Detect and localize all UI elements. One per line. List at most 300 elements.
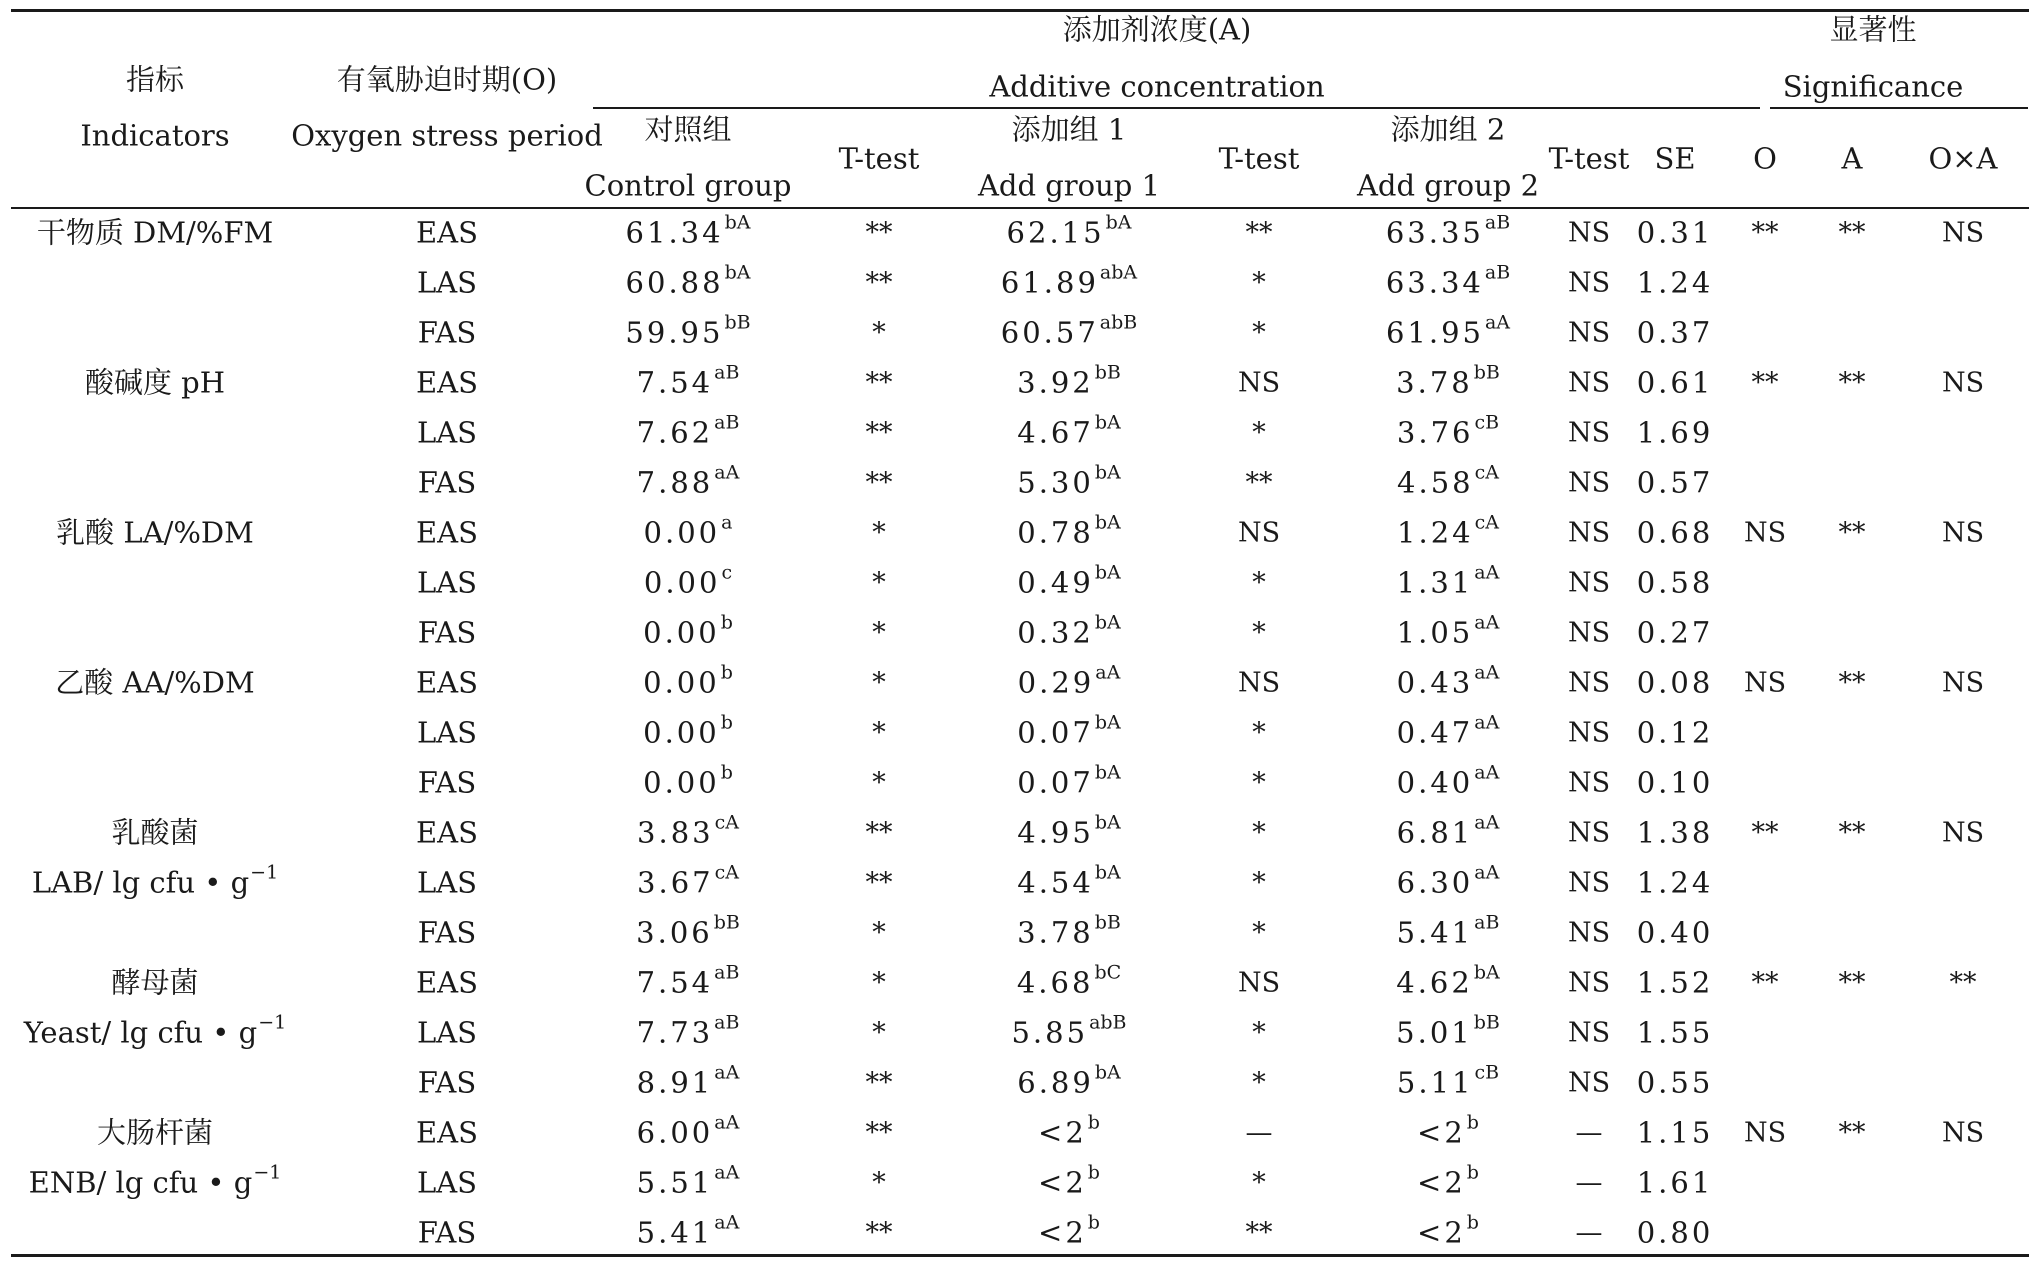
ctrl-value: 0.00 [643,515,721,550]
period-cell: EAS [416,665,478,700]
add2-superscript: aA [1484,311,1511,334]
add2-value: 1.24 [1397,515,1474,550]
value-cell-add1 [1000,311,1138,350]
header-se: SE [1654,141,1696,176]
ctrl-superscript: b [720,611,733,634]
add1-superscript: bA [1105,211,1132,234]
t-test-1-cell: * [872,1167,886,1199]
period-cell: FAS [417,315,477,350]
add2-value: 5.01 [1396,1015,1473,1050]
ctrl-superscript: b [720,761,733,784]
indicator-label: 酵母菌 [111,965,199,1000]
se-cell: 0.27 [1636,615,1714,650]
add2-value: 61.95 [1385,315,1484,350]
value-cell-ctrl [637,861,739,900]
value-cell-add1 [1017,811,1121,850]
t-test-3-cell: NS [1567,767,1611,799]
t-test-2-cell: * [1252,1067,1266,1099]
value-cell-ctrl [636,911,740,950]
ctrl-superscript: aA [714,1211,740,1234]
period-cell: FAS [417,465,477,500]
period-cell: EAS [416,815,478,850]
period-cell: LAS [416,565,478,600]
add1-value: 0.29 [1017,665,1095,700]
add2-superscript: aA [1474,661,1500,684]
add2-value: 63.34 [1385,265,1484,300]
value-cell-add1 [1006,211,1132,250]
ctrl-value: 0.00 [643,715,720,750]
period-cell: LAS [416,265,478,300]
period-cell: EAS [416,515,478,550]
header-ttest-2: T-test [1218,141,1300,176]
t-test-3-cell: NS [1567,517,1611,549]
add1-superscript: bA [1094,711,1121,734]
t-test-1-cell: * [872,767,886,799]
period-cell: LAS [416,1015,478,1050]
se-cell: 0.55 [1636,1065,1714,1100]
ctrl-value: 7.54 [636,965,714,1000]
ctrl-superscript: c [721,561,733,584]
value-cell-add2 [1396,861,1500,900]
top-rule [11,9,2029,12]
add2-value: 0.43 [1396,665,1474,700]
value-cell-add1 [1017,861,1121,900]
value-cell-add2 [1417,1211,1479,1250]
ctrl-superscript: aB [714,1011,740,1034]
t-test-3-cell: NS [1567,817,1611,849]
t-test-1-cell: * [872,617,886,649]
t-test-1-cell: ** [865,417,893,449]
value-cell-ctrl [643,661,733,700]
significance-a-cell: ** [1838,367,1866,399]
add1-superscript: b [1087,1211,1100,1234]
value-cell-ctrl [643,711,733,750]
t-test-1-cell: ** [865,367,893,399]
indicator-label: 大肠杆菌 [96,1115,214,1150]
period-cell: LAS [416,865,478,900]
t-test-1-cell: ** [865,817,893,849]
se-cell: 0.61 [1636,365,1714,400]
t-test-3-cell: NS [1567,267,1611,299]
t-test-1-cell: ** [865,867,893,899]
significance-a-cell: ** [1838,817,1866,849]
se-cell: 1.69 [1636,415,1714,450]
value-cell-ctrl [643,511,733,550]
period-cell: FAS [417,765,477,800]
significance-a-cell: ** [1838,217,1866,249]
se-cell: 1.24 [1636,265,1714,300]
add2-value: 5.11 [1396,1065,1474,1100]
add1-value: 60.57 [1000,315,1099,350]
header-ttest-3: T-test [1548,141,1630,176]
significance-oxa-cell: NS [1941,1117,1985,1149]
ctrl-superscript: aB [714,361,740,384]
se-cell: 0.58 [1636,565,1714,600]
header-add2-en: Add group 2 [1356,168,1540,203]
add2-superscript: aB [1484,261,1511,284]
header-sig-a: A [1841,141,1863,176]
ctrl-superscript: bB [724,311,751,334]
add1-superscript: bB [1094,361,1121,384]
add2-superscript: cB [1474,411,1500,434]
t-test-2-cell: * [1252,1017,1266,1049]
add2-value: 0.47 [1396,715,1474,750]
add1-value: 3.78 [1017,915,1094,950]
ctrl-value: 61.34 [625,215,724,250]
value-cell-ctrl [637,811,739,850]
value-cell-ctrl [636,1111,740,1150]
se-cell: 0.12 [1636,715,1714,750]
t-test-3-cell: NS [1567,417,1611,449]
ctrl-superscript: bA [724,261,751,284]
header-significance-en: Significance [1782,69,1964,104]
value-cell-add1 [1017,361,1121,400]
ctrl-value: 0.00 [643,615,720,650]
value-cell-add2 [1396,361,1500,400]
indicator-unit-text: ENB/ lg cfu • g [28,1165,253,1200]
add2-superscript: aB [1474,911,1500,934]
indicator-label: 乳酸 LA/%DM [56,515,254,550]
significance-o-cell: NS [1743,517,1787,549]
significance-a-cell: ** [1838,967,1866,999]
value-cell-ctrl [625,261,751,300]
indicator-label: 乳酸菌 [111,815,199,850]
significance-oxa-cell: NS [1941,817,1985,849]
value-cell-ctrl [643,561,733,600]
t-test-2-cell: NS [1237,667,1281,699]
header-ttest-1: T-test [838,141,920,176]
period-cell: EAS [416,1115,478,1150]
value-cell-ctrl [636,361,740,400]
period-cell: FAS [417,915,477,950]
t-test-1-cell: * [872,1017,886,1049]
t-test-2-cell: * [1252,567,1266,599]
significance-rule [1770,107,2028,109]
ctrl-superscript: aB [714,411,740,434]
se-cell: 0.08 [1636,665,1714,700]
t-test-3-cell: — [1575,1217,1603,1249]
t-test-3-cell: NS [1567,217,1611,249]
add1-superscript: bA [1094,511,1121,534]
significance-o-cell: ** [1751,367,1779,399]
add2-value: 5.41 [1396,915,1474,950]
se-cell: 0.10 [1636,765,1714,800]
ctrl-value: 6.00 [636,1115,714,1150]
value-cell-ctrl [636,961,740,1000]
t-test-1-cell: * [872,917,886,949]
ctrl-value: 7.62 [636,415,714,450]
t-test-3-cell: — [1575,1117,1603,1149]
add1-value: 62.15 [1006,215,1105,250]
ctrl-superscript: aA [714,1111,740,1134]
se-cell: 1.24 [1636,865,1714,900]
indicator-unit-exponent: −1 [258,1011,287,1034]
ctrl-superscript: bB [713,911,740,934]
value-cell-add2 [1396,761,1500,800]
t-test-2-cell: NS [1237,367,1281,399]
t-test-3-cell: NS [1567,917,1611,949]
add1-value: 5.30 [1017,465,1094,500]
value-cell-add1 [1000,261,1138,300]
t-test-3-cell: NS [1567,467,1611,499]
value-cell-add2 [1385,311,1511,350]
ctrl-value: 3.83 [637,815,714,850]
header-control-zh: 对照组 [644,112,732,147]
add2-value: 6.81 [1396,815,1474,850]
add1-value: 4.95 [1017,815,1094,850]
t-test-2-cell: * [1252,417,1266,449]
t-test-2-cell: NS [1237,517,1281,549]
ctrl-superscript: aA [714,461,740,484]
t-test-1-cell: ** [865,1117,893,1149]
value-cell-add1 [1017,911,1121,950]
ctrl-superscript: bA [724,211,751,234]
value-cell-ctrl [643,761,733,800]
significance-o-cell: ** [1751,817,1779,849]
add2-superscript: bA [1473,961,1500,984]
value-cell-ctrl [636,1061,740,1100]
period-cell: FAS [417,615,477,650]
additive-rule [593,107,1760,109]
add2-value: 63.35 [1385,215,1484,250]
se-cell: 0.57 [1636,465,1714,500]
add2-superscript: aB [1484,211,1511,234]
value-cell-add2 [1385,261,1511,300]
value-cell-add1 [1038,1111,1100,1150]
se-cell: 1.38 [1636,815,1714,850]
ctrl-value: 7.88 [636,465,714,500]
significance-o-cell: ** [1751,217,1779,249]
value-cell-ctrl [636,461,740,500]
value-cell-add2 [1396,661,1500,700]
t-test-2-cell: ** [1245,467,1273,499]
t-test-2-cell: ** [1245,1217,1273,1249]
add1-value: 0.49 [1017,565,1094,600]
value-cell-ctrl [636,1011,740,1050]
period-cell: LAS [416,715,478,750]
t-test-1-cell: ** [865,467,893,499]
t-test-3-cell: NS [1567,617,1611,649]
add2-superscript: b [1466,1111,1479,1134]
ctrl-value: 5.41 [636,1215,714,1250]
ctrl-superscript: cA [714,811,739,834]
ctrl-value: 59.95 [625,315,724,350]
value-cell-add2 [1396,561,1500,600]
value-cell-add1 [1017,711,1121,750]
add2-value: <2 [1417,1115,1466,1150]
significance-oxa-cell: NS [1941,517,1985,549]
add1-value: 4.68 [1016,965,1094,1000]
value-cell-add2 [1397,461,1499,500]
value-cell-add2 [1417,1161,1479,1200]
t-test-2-cell: * [1252,767,1266,799]
ctrl-value: 0.00 [643,765,720,800]
t-test-3-cell: — [1575,1167,1603,1199]
period-cell: EAS [416,365,478,400]
period-cell: FAS [417,1065,477,1100]
significance-a-cell: ** [1838,517,1866,549]
add1-superscript: abB [1089,1011,1127,1034]
ctrl-value: 0.00 [643,665,720,700]
ctrl-value: 3.06 [636,915,713,950]
add1-superscript: bA [1094,761,1121,784]
value-cell-ctrl [625,311,751,350]
significance-oxa-cell: NS [1941,367,1985,399]
t-test-3-cell: NS [1567,1017,1611,1049]
add1-value: 4.54 [1017,865,1094,900]
add2-value: 3.78 [1396,365,1473,400]
add2-superscript: b [1466,1161,1479,1184]
header-additive-en: Additive concentration [989,69,1325,104]
ctrl-superscript: aA [714,1161,740,1184]
significance-a-cell: ** [1838,1117,1866,1149]
add2-superscript: bB [1473,361,1500,384]
t-test-1-cell: ** [865,1217,893,1249]
t-test-1-cell: ** [865,1067,893,1099]
bottom-rule [11,1254,2029,1257]
value-cell-add1 [1038,1211,1100,1250]
add2-value: 4.58 [1397,465,1474,500]
t-test-2-cell: * [1252,867,1266,899]
add1-superscript: bB [1094,911,1121,934]
se-cell: 0.37 [1636,315,1714,350]
add1-superscript: bA [1094,411,1121,434]
add1-superscript: bA [1094,461,1121,484]
add1-value: 5.85 [1011,1015,1089,1050]
add1-value: 0.78 [1017,515,1094,550]
add1-value: <2 [1038,1165,1087,1200]
se-cell: 0.68 [1636,515,1714,550]
header-sig-o: O [1753,141,1777,176]
significance-o-cell: ** [1751,967,1779,999]
period-cell: LAS [416,1165,478,1200]
se-cell: 1.52 [1636,965,1714,1000]
add2-superscript: aA [1474,611,1500,634]
add1-superscript: abA [1099,261,1138,284]
value-cell-add2 [1396,1061,1500,1100]
add1-value: 0.07 [1017,765,1094,800]
header-bottom-rule [11,207,2029,209]
add1-value: <2 [1038,1115,1087,1150]
header-period-zh: 有氧胁迫时期(O) [336,62,558,97]
value-cell-add2 [1396,961,1500,1000]
t-test-2-cell: * [1252,1167,1266,1199]
add2-value: 4.62 [1396,965,1473,1000]
indicator-unit-label [28,1161,282,1200]
value-cell-ctrl [643,611,733,650]
add2-value: 1.05 [1396,615,1474,650]
add2-superscript: aA [1474,861,1500,884]
add1-value: 61.89 [1000,265,1099,300]
ctrl-value: 7.73 [636,1015,714,1050]
add1-superscript: aA [1095,661,1121,684]
header-add1-en: Add group 1 [977,168,1161,203]
t-test-3-cell: NS [1567,717,1611,749]
header-indicators-zh: 指标 [125,62,185,97]
add2-value: <2 [1417,1215,1466,1250]
header-indicators-en: Indicators [80,118,230,153]
ctrl-superscript: a [721,511,733,534]
indicator-unit-text: LAB/ lg cfu • g [31,865,250,900]
value-cell-add1 [1017,761,1121,800]
t-test-2-cell: ** [1245,217,1273,249]
indicator-unit-text: Yeast/ lg cfu • g [23,1015,258,1050]
se-cell: 1.61 [1636,1165,1714,1200]
add1-superscript: bA [1094,611,1121,634]
t-test-1-cell: * [872,317,886,349]
se-cell: 1.15 [1636,1115,1714,1150]
t-test-1-cell: ** [865,217,893,249]
t-test-3-cell: NS [1567,367,1611,399]
add1-value: <2 [1038,1215,1087,1250]
t-test-1-cell: * [872,717,886,749]
add2-value: 1.31 [1396,565,1474,600]
add2-superscript: cA [1474,461,1499,484]
header-period-en: Oxygen stress period [291,118,603,153]
period-cell: LAS [416,415,478,450]
t-test-3-cell: NS [1567,317,1611,349]
value-cell-add1 [1017,611,1121,650]
add1-superscript: bA [1094,1061,1121,1084]
value-cell-add2 [1397,511,1499,550]
add1-superscript: bA [1094,861,1121,884]
header-add2-zh: 添加组 2 [1390,112,1506,147]
header-additive-zh: 添加剂浓度(A) [1062,12,1252,47]
header-control-en: Control group [584,168,792,203]
ctrl-value: 5.51 [636,1165,714,1200]
ctrl-superscript: aB [714,961,740,984]
add1-superscript: bA [1094,811,1121,834]
t-test-1-cell: * [872,517,886,549]
indicator-unit-label [23,1011,287,1050]
add2-value: 0.40 [1396,765,1474,800]
significance-oxa-cell: NS [1941,217,1985,249]
value-cell-add1 [1016,961,1122,1000]
value-cell-add2 [1396,1011,1500,1050]
ctrl-superscript: aA [714,1061,740,1084]
t-test-2-cell: * [1252,817,1266,849]
ctrl-superscript: b [720,661,733,684]
value-cell-add1 [1017,411,1121,450]
value-cell-add1 [1017,511,1121,550]
t-test-2-cell: * [1252,317,1266,349]
add1-value: 4.67 [1017,415,1094,450]
significance-o-cell: NS [1743,667,1787,699]
value-cell-add2 [1396,411,1500,450]
significance-oxa-cell: ** [1949,967,1977,999]
t-test-3-cell: NS [1567,1067,1611,1099]
value-cell-add2 [1396,811,1500,850]
significance-a-cell: ** [1838,667,1866,699]
value-cell-ctrl [625,211,751,250]
t-test-2-cell: * [1252,717,1266,749]
value-cell-add1 [1011,1011,1127,1050]
t-test-2-cell: NS [1237,967,1281,999]
value-cell-add2 [1396,611,1500,650]
value-cell-add1 [1017,461,1121,500]
value-cell-ctrl [636,1161,740,1200]
se-cell: 0.80 [1636,1215,1714,1250]
header-add1-zh: 添加组 1 [1011,112,1127,147]
indicator-unit-exponent: −1 [250,861,279,884]
indicator-unit-exponent: −1 [253,1161,282,1184]
t-test-3-cell: NS [1567,967,1611,999]
t-test-2-cell: * [1252,267,1266,299]
significance-o-cell: NS [1743,1117,1787,1149]
t-test-3-cell: NS [1567,667,1611,699]
value-cell-add1 [1017,561,1121,600]
t-test-1-cell: * [872,567,886,599]
